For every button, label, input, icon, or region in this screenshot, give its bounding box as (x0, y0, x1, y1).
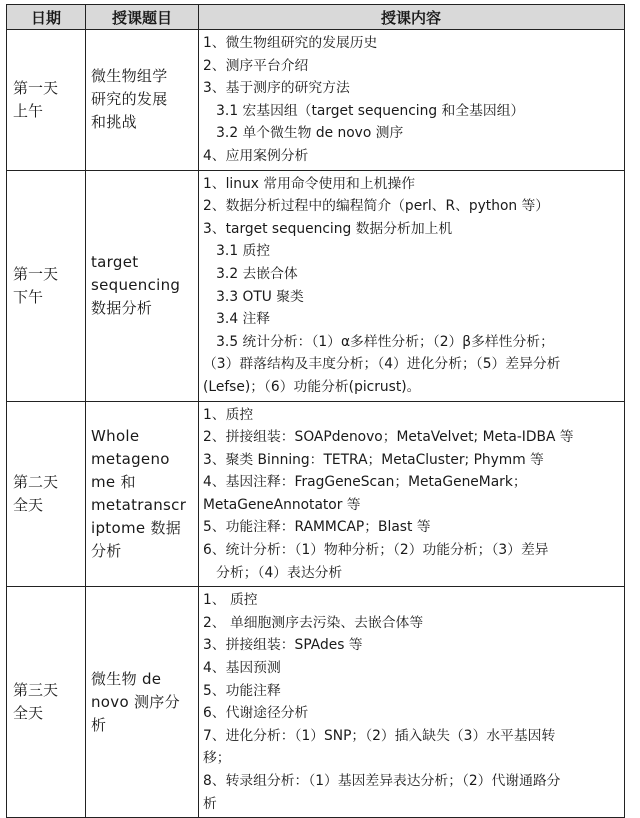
content-line: 1、质控 (203, 406, 254, 423)
topic-line: 和挑战 (91, 113, 137, 132)
table-row (7, 170, 625, 401)
date-line: 第一天 (13, 264, 59, 283)
topic-line: metageno (91, 449, 170, 468)
content-line: 2、拼接组装：SOAPdenovo；MetaVelvet; Meta-IDBA 等 (203, 429, 574, 446)
content-line: (Lefse)；（6）功能分析(picrust)。 (203, 378, 421, 395)
header-date: 日期 (7, 5, 86, 30)
topic-line: iptome 数据 (91, 518, 182, 537)
topic-line: 微生物 de (91, 669, 162, 688)
content-cell (199, 587, 625, 818)
content-line: 3、聚类 Binning：TETRA；MetaCluster; Phymm 等 (203, 451, 544, 468)
topic-cell (86, 587, 199, 818)
content-cell (199, 170, 625, 401)
content-line: 分析；（4）表达分析 (203, 564, 343, 581)
content-line: 3.3 OTU 聚类 (203, 288, 304, 305)
table-row (7, 30, 625, 171)
date-cell (7, 587, 86, 818)
topic-line: target (91, 253, 139, 272)
date-line: 第一天 (13, 78, 59, 97)
topic-cell (86, 401, 199, 587)
content-line: 3.1 质控 (203, 243, 271, 260)
content-line: 1、微生物组研究的发展历史 (203, 35, 378, 51)
date-line: 第二天 (13, 472, 59, 491)
topic-line: 分析 (91, 541, 122, 560)
content-line: 2、测序平台介绍 (203, 57, 309, 74)
content-line: 3.2 去嵌合体 (203, 265, 298, 282)
date-line: 全天 (13, 704, 44, 723)
date-cell (7, 170, 86, 401)
topic-line: me 和 (91, 472, 136, 491)
content-line: 4、基因注释：FragGeneScan；MetaGeneMark； (203, 474, 527, 491)
date-line: 全天 (13, 495, 44, 514)
content-line: 3.2 单个微生物 de novo 测序 (203, 125, 404, 142)
content-line: 3.1 宏基因组（target sequencing 和全基因组） (203, 102, 525, 119)
content-line: 3、基于测序的研究方法 (203, 80, 350, 97)
topic-cell (86, 170, 199, 401)
date-line: 第三天 (13, 681, 59, 700)
content-line: 7、进化分析：（1）SNP；（2）插入缺失（3）水平基因转 (203, 727, 556, 744)
content-line: 3.5 统计分析：（1）α多样性分析；（2）β多样性分析； (203, 333, 554, 350)
topic-line: novo 测序分 (91, 692, 180, 711)
course-schedule-table (6, 4, 625, 818)
date-cell (7, 30, 86, 171)
topic-line: 微生物组学 (91, 67, 168, 86)
content-line: 6、统计分析：（1）物种分析；（2）功能分析；（3）差异 (203, 542, 549, 559)
topic-line: metatranscr (91, 495, 187, 514)
topic-line: sequencing (91, 276, 181, 295)
date-cell (7, 401, 86, 587)
topic-cell (86, 30, 199, 171)
header-topic: 授课题目 (86, 5, 199, 30)
content-line: 5、功能注释：RAMMCAP；Blast 等 (203, 519, 431, 536)
content-line: 1、 质控 (203, 592, 258, 609)
date-line: 上午 (13, 101, 44, 120)
topic-line: Whole (91, 426, 140, 445)
content-line: 8、转录组分析：（1）基因差异表达分析；（2）代谢通路分 (203, 773, 561, 789)
header-row (7, 5, 625, 30)
content-line: 2、数据分析过程中的编程简介（perl、R、python 等） (203, 198, 550, 215)
topic-line: 数据分析 (91, 299, 153, 318)
content-line: 1、linux 常用命令使用和上机操作 (203, 175, 416, 192)
content-line: 3、拼接组装：SPAdes 等 (203, 637, 363, 654)
date-line: 下午 (13, 287, 44, 306)
topic-line: 研究的发展 (91, 90, 168, 109)
content-cell (199, 30, 625, 171)
content-line: 析 (203, 795, 217, 812)
content-line: MetaGeneAnnotator 等 (203, 496, 361, 513)
content-line: 2、 单细胞测序去污染、去嵌合体等 (203, 614, 424, 631)
content-line: 5、功能注释 (203, 682, 281, 699)
topic-line: 析 (91, 715, 107, 734)
content-line: 4、应用案例分析 (203, 147, 309, 164)
content-line: 3.4 注释 (203, 311, 271, 328)
content-line: 4、基因预测 (203, 660, 281, 677)
table-row (7, 587, 625, 818)
content-line: （3）群落结构及丰度分析；（4）进化分析；（5）差异分析 (203, 356, 561, 373)
table-row (7, 401, 625, 587)
content-line: 3、target sequencing 数据分析加上机 (203, 220, 453, 237)
content-cell (199, 401, 625, 587)
content-line: 移； (203, 750, 231, 767)
header-content: 授课内容 (199, 5, 625, 30)
content-line: 6、代谢途径分析 (203, 705, 309, 722)
